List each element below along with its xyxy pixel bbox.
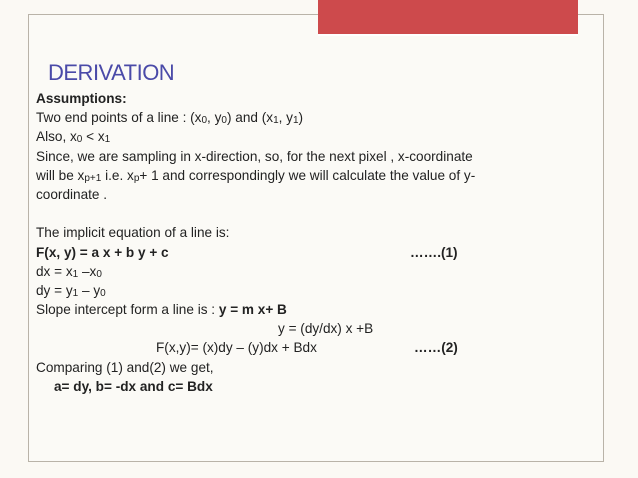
text-run: Also, x [36,129,77,145]
since-line-1: Since, we are sampling in x-direction, so, for the next pixel , x-coordinate [36,148,473,164]
slope-line [36,300,596,319]
slide-title: DERIVATION [48,60,175,85]
y-equation-row [36,319,596,338]
subscript: p+1 [84,172,102,184]
assumptions-heading: Assumptions: [36,91,127,106]
subscript: 1 [104,134,111,146]
text-run: < x [82,129,105,145]
dy-line [36,281,596,300]
text-run: , y [278,110,293,126]
subscript: 0 [76,134,83,146]
text-run: ) [298,110,304,126]
equation-ref-1: …….(1) [410,244,458,260]
result-line: a= dy, b= -dx and c= Bdx [54,378,213,394]
text-run: + 1 and correspondingly we will calculate the value of y- [139,167,476,183]
implicit-equation: F(x, y) = a x + b y + c [36,244,169,260]
spacer [36,204,596,223]
text-run: –x [78,263,97,279]
subscript: 0 [221,115,227,127]
text-run: i.e. x [101,167,134,183]
text-run: Two end points of a line : (x [36,110,202,126]
text-run: , y [207,110,222,126]
subscript: 1 [273,115,279,127]
text-run: ) and (x [226,110,274,126]
f-equation: F(x,y)= (x)dy – (y)dx + Bdx [156,340,317,356]
subscript: 0 [201,115,208,127]
slope-equation: y = m x+ B [218,302,287,318]
equation-ref-2: ……(2) [414,340,458,356]
f-equation-row [36,338,596,357]
subscript: 0 [100,287,106,299]
text-run: dx = x [36,263,73,279]
accent-bar [318,0,578,36]
subscript: 1 [72,268,79,280]
two-end-points-line [36,108,596,127]
also-line [36,127,596,146]
dx-line [36,262,596,281]
text-run: will be x [36,167,85,183]
subscript: 1 [72,287,79,299]
text-run: Slope intercept form a line is : [36,302,219,318]
since-line-3: coordinate . [36,186,108,202]
y-equation: y = (dy/dx) x +B [278,321,374,337]
comparing-line: Comparing (1) and(2) we get, [36,359,214,375]
subscript: 0 [96,268,102,280]
implicit-intro: The implicit equation of a line is: [36,225,230,241]
text-run: dy = y [36,282,73,298]
subscript: 1 [292,115,299,127]
subscript: p [133,172,140,184]
slide-content [36,89,596,396]
since-line-2 [36,166,596,185]
implicit-equation-row [36,243,596,262]
text-run: – y [78,282,101,298]
